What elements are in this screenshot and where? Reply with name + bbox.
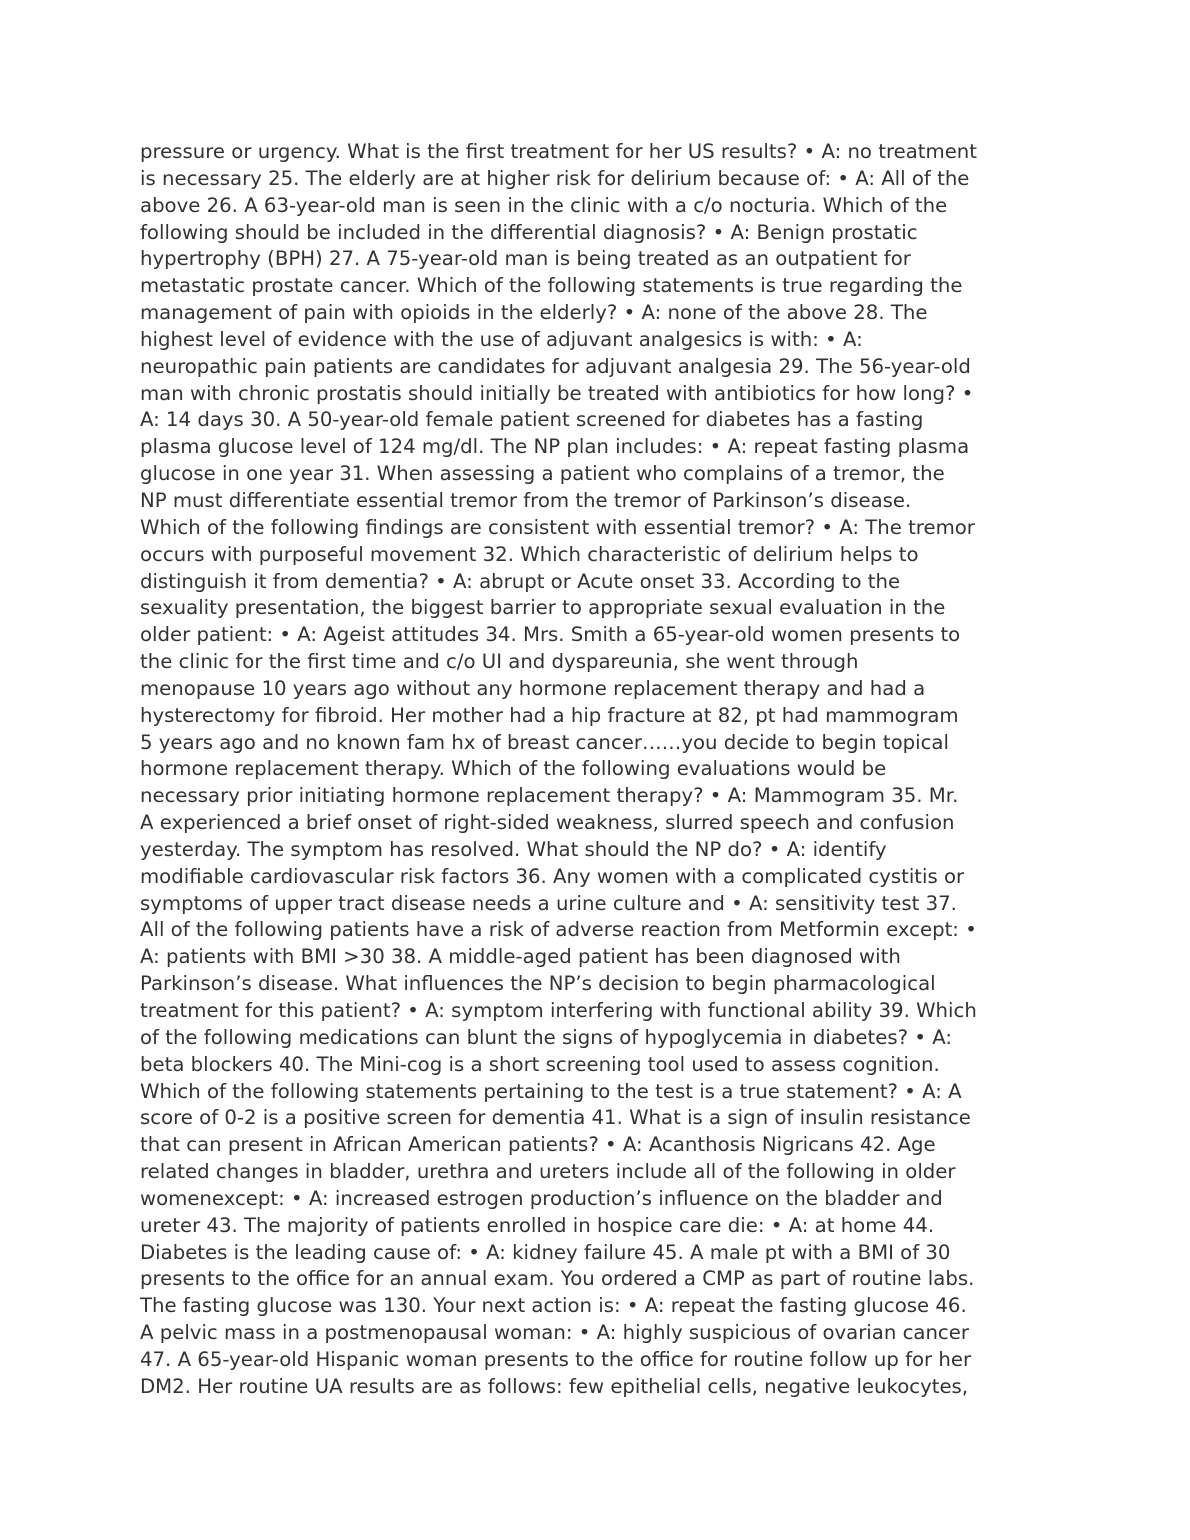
- text-line: above 26. A 63-year-old man is seen in the clinic with a c/o nocturia. Which of the: [140, 193, 948, 217]
- text-line: that can present in African American patients? • A: Acanthosis Nigricans 42. Age: [140, 1133, 936, 1157]
- text-line: neuropathic pain patients are candidates for adjuvant analgesia 29. The 56-year-old: [140, 354, 971, 378]
- text-line: DM2. Her routine UA results are as follows: few epithelial cells, negative leukocytes,: [140, 1374, 969, 1398]
- text-line: All of the following patients have a risk of adverse reaction from Metformin except: •: [140, 918, 977, 942]
- text-line: plasma glucose level of 124 mg/dl. The NP plan includes: • A: repeat fasting plasma: [140, 435, 970, 459]
- text-line: beta blockers 40. The Mini-cog is a short screening tool used to assess cognition.: [140, 1052, 940, 1076]
- text-line: hypertrophy (BPH) 27. A 75-year-old man is being treated as an outpatient for: [140, 247, 911, 271]
- text-line: A: patients with BMI >30 38. A middle-aged patient has been diagnosed with: [140, 945, 901, 969]
- text-line: A experienced a brief onset of right-sided weakness, slurred speech and confusion: [140, 811, 955, 835]
- text-line: the clinic for the first time and c/o UI and dyspareunia, she went through: [140, 650, 859, 674]
- text-line: The fasting glucose was 130. Your next action is: • A: repeat the fasting glucose 46.: [140, 1294, 967, 1318]
- text-line: pressure or urgency. What is the first treatment for her US results? • A: no treatment: [140, 140, 978, 163]
- text-line: A: 14 days 30. A 50-year-old female patient screened for diabetes has a fasting: [140, 408, 924, 432]
- text-line: glucose in one year 31. When assessing a patient who complains of a tremor, the: [140, 462, 945, 486]
- text-line: following should be included in the differential diagnosis? • A: Benign prostatic: [140, 220, 918, 244]
- text-line: yesterday. The symptom has resolved. What should the NP do? • A: identify: [140, 837, 887, 861]
- text-line: of the following medications can blunt the signs of hypoglycemia in diabetes? • A:: [140, 1025, 952, 1049]
- text-line: hormone replacement therapy. Which of the following evaluations would be: [140, 757, 887, 781]
- text-line: womenexcept: • A: increased estrogen production’s influence on the bladder and: [140, 1186, 943, 1210]
- text-line: metastatic prostate cancer. Which of the following statements is true regarding the: [140, 274, 963, 298]
- text-line: modifiable cardiovascular risk factors 36. Any women with a complicated cystitis or: [140, 864, 965, 888]
- text-line: treatment for this patient? • A: symptom interfering with functional ability 39. Which: [140, 999, 977, 1022]
- text-line: A pelvic mass in a postmenopausal woman: • A: highly suspicious of ovarian cancer: [140, 1321, 969, 1345]
- text-line: NP must differentiate essential tremor from the tremor of Parkinson’s disease.: [140, 488, 912, 512]
- text-line: distinguish it from dementia? • A: abrupt or Acute onset 33. According to the: [140, 569, 901, 593]
- text-line: menopause 10 years ago without any hormone replacement therapy and had a: [140, 676, 926, 700]
- text-line: presents to the office for an annual exam. You ordered a CMP as part of routine labs.: [140, 1267, 975, 1291]
- text-line: man with chronic prostatis should initially be treated with antibiotics for how long? •: [140, 381, 974, 405]
- text-line: symptoms of upper tract disease needs a urine culture and • A: sensitivity test 37.: [140, 891, 957, 915]
- text-line: management of pain with opioids in the elderly? • A: none of the above 28. The: [140, 301, 928, 325]
- text-line: Which of the following findings are consistent with essential tremor? • A: The tremor: [140, 515, 975, 539]
- body-text: [140, 139, 1052, 1401]
- text-line: score of 0-2 is a positive screen for dementia 41. What is a sign of insulin resistance: [140, 1106, 971, 1130]
- text-line: Which of the following statements pertaining to the test is a true statement? • A: A: [140, 1079, 962, 1103]
- text-line: highest level of evidence with the use of adjuvant analgesics is with: • A:: [140, 327, 863, 351]
- text-line: ureter 43. The majority of patients enrolled in hospice care die: • A: at home 44.: [140, 1213, 935, 1237]
- text-line: is necessary 25. The elderly are at higher risk for delirium because of: • A: All of the: [140, 166, 970, 190]
- text-line: occurs with purposeful movement 32. Which characteristic of delirium helps to: [140, 542, 919, 566]
- text-line: necessary prior initiating hormone replacement therapy? • A: Mammogram 35. Mr.: [140, 784, 959, 808]
- text-line: hysterectomy for fibroid. Her mother had a hip fracture at 82, pt had mammogram: [140, 703, 959, 727]
- text-line: related changes in bladder, urethra and ureters include all of the following in older: [140, 1160, 956, 1184]
- text-line: 5 years ago and no known fam hx of breast cancer……you decide to begin topical: [140, 730, 949, 754]
- text-line: Diabetes is the leading cause of: • A: kidney failure 45. A male pt with a BMI of 30: [140, 1240, 951, 1264]
- text-line: 47. A 65-year-old Hispanic woman presents to the office for routine follow up for her: [140, 1347, 972, 1371]
- text-line: Parkinson’s disease. What influences the NP’s decision to begin pharmacological: [140, 972, 936, 996]
- text-line: older patient: • A: Ageist attitudes 34. Mrs. Smith a 65-year-old women presents to: [140, 623, 961, 647]
- text-line: sexuality presentation, the biggest barrier to appropriate sexual evaluation in the: [140, 596, 946, 620]
